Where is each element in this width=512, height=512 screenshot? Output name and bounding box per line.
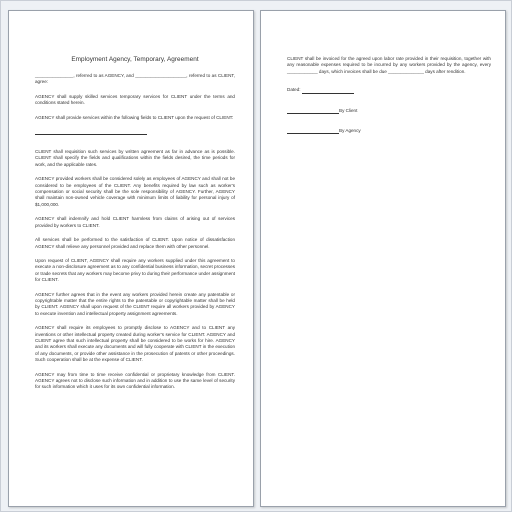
by-agency-label: By Agency <box>339 128 361 134</box>
document-title: Employment Agency, Temporary, Agreement <box>71 56 199 63</box>
paragraph: AGENCY provided workers shall be considered solely as employees of AGENCY and shall not be considered to be employees of the CLIENT. Any benefits required by law such as worker's compensation or social security shall be the sole responsibility of AGENCY. Further, AGENCY shall maintain non-owned vehicle coverage with minimum limits of liability for personal injury of $1,000,000. <box>35 176 235 207</box>
paragraph: _______________, referred to as AGENCY, and ____________________, referred to as CLIENT, agree: <box>35 73 235 85</box>
dated-line <box>287 87 491 93</box>
by-client-label: By Client <box>339 107 358 113</box>
paragraph: CLIENT shall be invoiced for the agreed upon labor rate provided in their requisition, together with any reasonable expenses required to be incurred by any workers provided by the agency, every ____________ days, which invoices shall be due ______________ days after rendition. <box>287 56 491 74</box>
paragraph: Upon request of CLIENT, AGENCY shall require any workers supplied under this agreement to execute a non-disclosure agreement as to any confidential business information, secret processes or trade secrets that any workers may become privy to during their performance under assignment for CLIENT. <box>35 257 235 283</box>
fields-blank-line <box>35 129 147 135</box>
paragraph: AGENCY further agrees that in the event any workers provided herein create any patentable or copyrightable matter that the entire rights to the patentable or copyrightable matter shall be held by CLIENT. AGENCY shall upon request of the CLIENT require all workers provided by AGENCY to execute invention and intellectual property assignment agreements. <box>35 291 235 316</box>
paragraph: All services shall be performed to the satisfaction of CLIENT. Upon notice of dissatisfaction AGENCY shall relieve any personnel provided and replace them with other personnel. <box>35 237 235 249</box>
agency-signature-line <box>287 128 491 134</box>
dated-blank <box>302 88 354 94</box>
client-signature-line <box>287 108 491 114</box>
dated-label: Dated: <box>287 87 301 93</box>
document-page-1 <box>8 10 254 507</box>
document-page-2 <box>260 10 506 507</box>
paragraph: AGENCY may from time to time receive confidential or proprietary knowledge from CLIENT. AGENCY agrees not to disclose such information and in addition to use the same level of security for such information which it uses for its own confidential information. <box>35 371 235 390</box>
client-signature-blank <box>287 108 339 114</box>
paragraph: AGENCY shall require its employees to promptly disclose to AGENCY and to CLIENT any inventions or other intellectual property created during worker's service for CLIENT. AGENCY and CLIENT agree that such intellectual property shall be considered to be works for hire. AGENCY and its workers shall execute any documents and will fully cooperate with CLIENT in the execution of any documents, or provide other assistance in the prosecution of patents or other proceedings. Such cooperation shall be at the expense of CLIENT. <box>35 325 235 363</box>
paragraph: AGENCY shall supply skilled services temporary services for CLIENT under the terms and conditions stated herein. <box>35 93 235 106</box>
paragraph: AGENCY shall indemnify and hold CLIENT harmless from claims of arising out of services provided by workers to CLIENT. <box>35 216 235 228</box>
paragraph: AGENCY shall provide services within the following fields to CLIENT upon the request of CLIENT: <box>35 114 234 120</box>
paragraph: CLIENT shall requisition such services by written agreement as far in advance as is possible. CLIENT shall specify the fields and qualifications within the fields desired, the time periods for work, and the applicable rates. <box>35 149 235 167</box>
agency-signature-blank <box>287 128 339 134</box>
